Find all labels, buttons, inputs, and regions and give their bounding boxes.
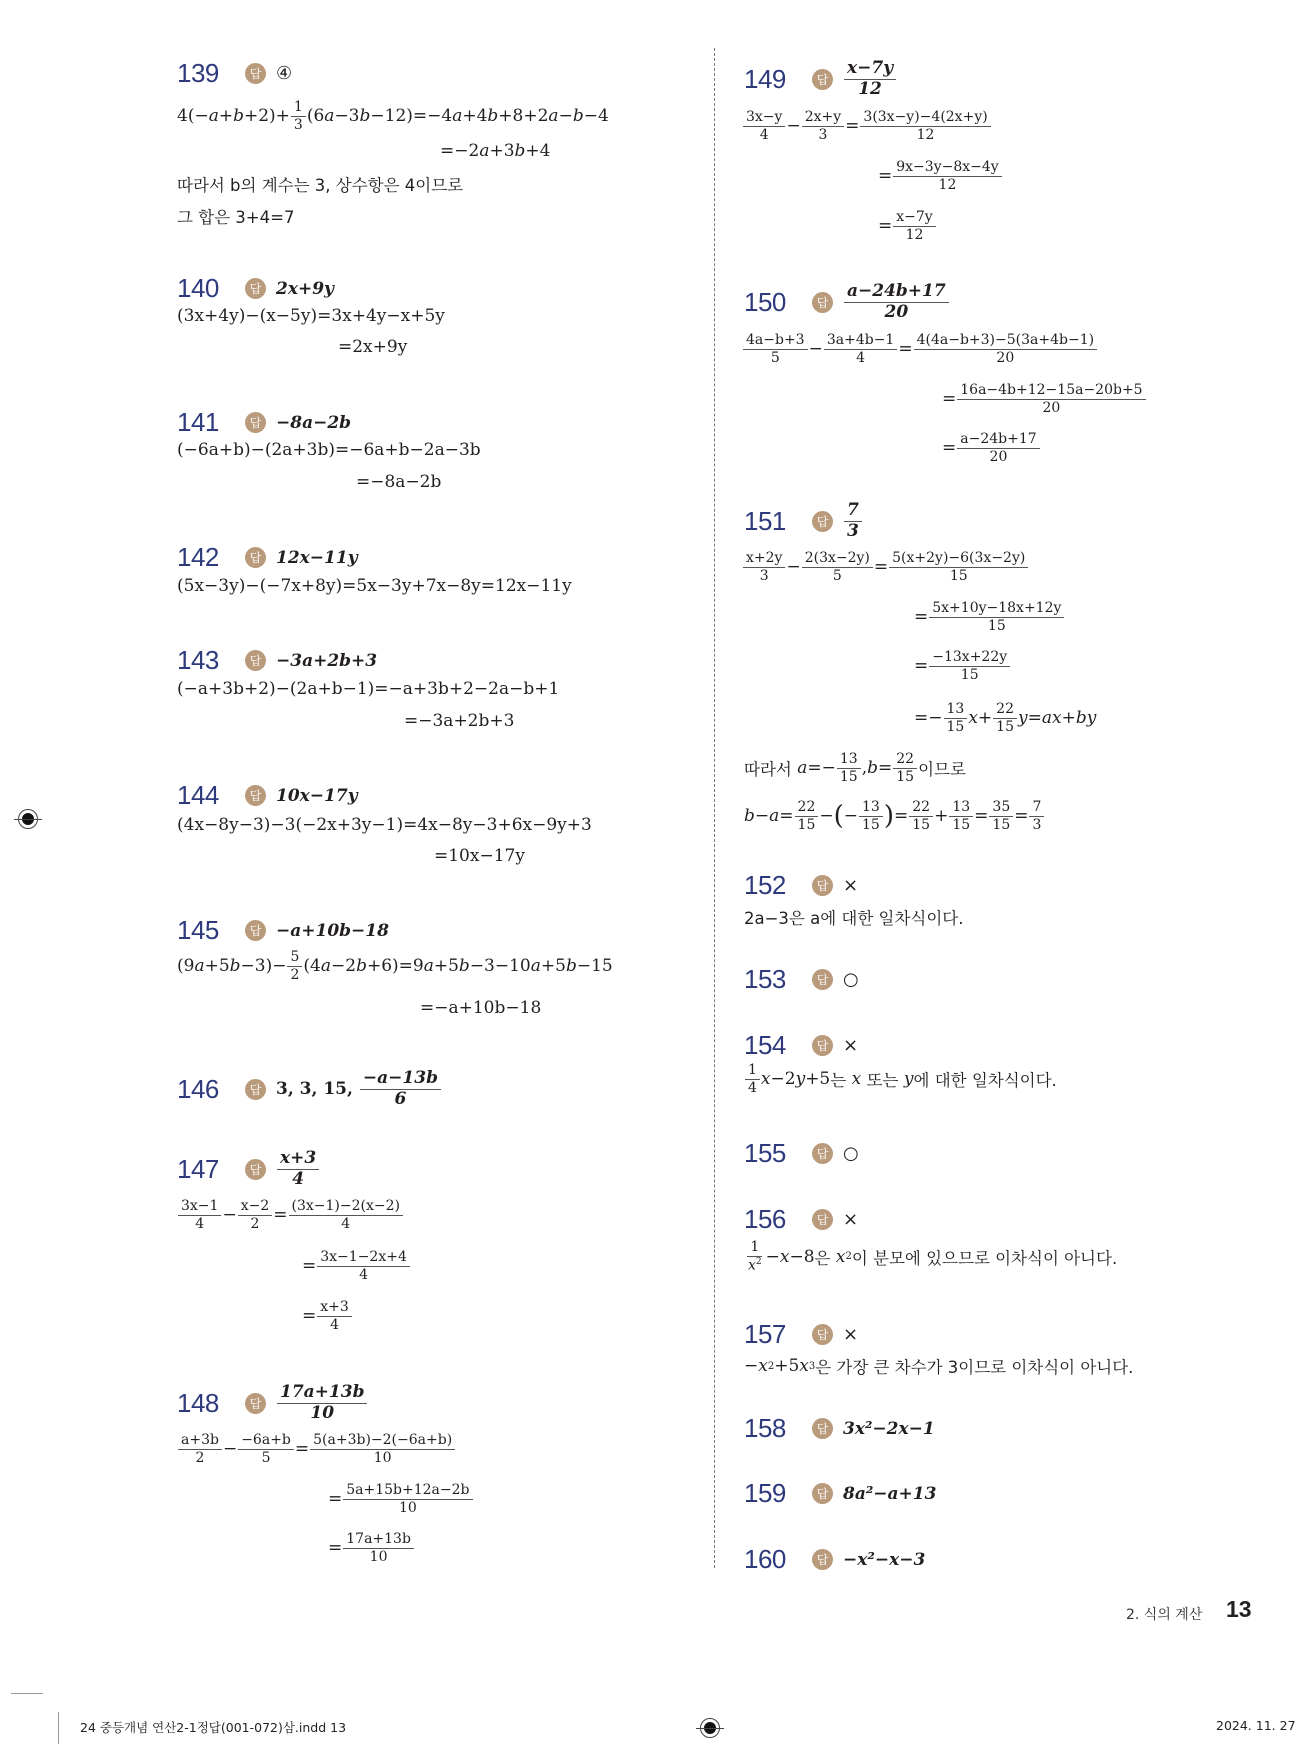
solution-line: 4(−a+b+2)+ $\frac{1}{3}$ (6a−3b−12)=−4a+4b+8+2a−b−4 xyxy=(177,99,609,133)
crop-mark xyxy=(58,1712,59,1744)
solution-line: (5x−3y)−(−7x+8y)=5x−3y+7x−8y=12x−11y xyxy=(177,576,572,596)
solution-line: (−6a+b)−(2a+3b)=−6a+b−2a−3b xyxy=(177,440,481,460)
problem-number: 153 xyxy=(744,964,786,994)
solution-line: 2a−3은 a에 대한 일차식이다. xyxy=(744,909,964,928)
answer-badge-icon: 답 xyxy=(812,1483,833,1504)
solution-line: $\frac{x+2y}{3}$ − $\frac{2(3x-2y)}{5}$ = $\frac{5(x+2y)-6(3x-2y)}{15}$ xyxy=(742,551,1029,583)
solution-line: 따라서 b의 계수는 3, 상수항은 4이므로 xyxy=(177,176,464,195)
solution-line: =− $\frac{13}{15}$ x + $\frac{22}{15}$ y = ax + by xyxy=(914,701,1097,735)
problem-number: 154 xyxy=(744,1030,786,1060)
solution-line: $\frac{3x-y}{4}$ − $\frac{2x+y}{3}$ = $\frac{3(3x-y)-4(2x+y)}{12}$ xyxy=(742,110,992,142)
problem-144-header xyxy=(177,780,358,811)
problem-number: 158 xyxy=(744,1413,786,1443)
answer: ④ xyxy=(276,63,293,84)
answer-badge-icon: 답 xyxy=(245,1159,266,1180)
solution-line: =−2 a +3 b +4 xyxy=(440,141,551,161)
answer-badge-icon: 답 xyxy=(245,920,266,941)
answer: 3x²−2x−1 xyxy=(843,1418,935,1439)
solution-line: $\frac{1}{x^2}$ − x −8 은 x 2 이 분모에 있으므로 이차식이 아니다. xyxy=(748,1239,1118,1274)
solution-line: b − a = $\frac{22}{15}$ − ( − $\frac{13}{15}$ ) = $\frac{22}{15}$ + $\frac{13}{15}$ = $\frac{35}{15}$ = $\frac{7}{3}$ xyxy=(744,800,1045,832)
solution-line: = $\frac{5a+15b+12a-2b}{10}$ xyxy=(328,1483,474,1515)
problem-146-header xyxy=(177,1070,442,1109)
problem-139-header xyxy=(177,58,292,89)
answer-badge-icon: 답 xyxy=(812,1418,833,1439)
correct-mark-icon: ○ xyxy=(843,1143,859,1164)
solution-line: = $\frac{9x-3y-8x-4y}{12}$ xyxy=(878,160,1003,192)
answer-badge-icon: 답 xyxy=(812,69,833,90)
answer-badge-icon: 답 xyxy=(812,969,833,990)
problem-156-header xyxy=(744,1204,858,1235)
answer-badge-icon: 답 xyxy=(812,1549,833,1570)
answer: −a+10b−18 xyxy=(276,920,389,941)
problem-number: 148 xyxy=(177,1387,219,1418)
solution-line: = $\frac{5x+10y-18x+12y}{15}$ xyxy=(914,601,1065,633)
solution-line: =10x−17y xyxy=(434,846,525,866)
problem-143-header xyxy=(177,645,377,676)
problem-148-header xyxy=(177,1384,368,1423)
print-slug: 24 중등개념 연산2-1정답(001-072)삼.indd 13 xyxy=(80,1720,347,1735)
solution-line: (9a+5b−3)− $\frac{5}{2}$ (4a−2b+6)=9a+5b−3−10a+5b−15 xyxy=(177,949,613,983)
problem-number: 156 xyxy=(744,1204,786,1234)
problem-154-header xyxy=(744,1030,858,1061)
answer: $\frac{a-24b+17}{20}$ xyxy=(843,283,950,322)
solution-line: − x 2 +5 x 3 은 가장 큰 차수가 3이므로 이차식이 아니다. xyxy=(744,1356,1134,1377)
problem-141-header xyxy=(177,407,351,438)
problem-142-header xyxy=(177,542,358,573)
wrong-mark-icon: × xyxy=(843,1035,859,1056)
answer-badge-icon: 답 xyxy=(245,650,266,671)
answer: 2x+9y xyxy=(276,278,334,299)
problem-158-header xyxy=(744,1413,935,1444)
registration-mark-icon xyxy=(700,1718,720,1738)
solution-line: =−a+10b−18 xyxy=(420,998,542,1018)
answer-badge-icon: 답 xyxy=(245,63,266,84)
solution-line: (4x−8y−3)−3(−2x+3y−1)=4x−8y−3+6x−9y+3 xyxy=(177,815,592,835)
page-number: 13 xyxy=(1226,1596,1252,1622)
solution-line: $\frac{1}{4}$ x −2 y +5 는 x 또는 y 에 대한 일차식이다. xyxy=(744,1063,1057,1095)
answer-badge-icon: 답 xyxy=(812,1035,833,1056)
problem-number: 149 xyxy=(744,63,786,94)
answer-badge-icon: 답 xyxy=(812,1143,833,1164)
problem-number: 141 xyxy=(177,407,219,437)
answer-badge-icon: 답 xyxy=(245,547,266,568)
problem-number: 142 xyxy=(177,542,219,572)
solution-line: = $\frac{3x-1-2x+4}{4}$ xyxy=(302,1250,411,1282)
answer-badge-icon: 답 xyxy=(812,292,833,313)
solution-line: (3x+4y)−(x−5y)=3x+4y−x+5y xyxy=(177,306,445,326)
crop-mark xyxy=(11,1693,43,1694)
problem-155-header xyxy=(744,1138,859,1169)
problem-145-header xyxy=(177,915,389,946)
problem-151-header xyxy=(744,502,863,541)
solution-line: $\frac{3x-1}{4}$ − $\frac{x-2}{2}$ = $\frac{(3x-1)-2(x-2)}{4}$ xyxy=(177,1199,404,1231)
answer: $\frac{7}{3}$ xyxy=(843,502,863,541)
problem-number: 143 xyxy=(177,645,219,675)
problem-159-header xyxy=(744,1478,936,1509)
problem-number: 159 xyxy=(744,1478,786,1508)
correct-mark-icon: ○ xyxy=(843,969,859,990)
problem-number: 160 xyxy=(744,1544,786,1574)
answer: −8a−2b xyxy=(276,412,352,433)
answer: 3, 3, 15, $\frac{-a-13b}{6}$ xyxy=(276,1070,442,1109)
problem-153-header xyxy=(744,964,859,995)
answer-badge-icon: 답 xyxy=(245,785,266,806)
solution-line: (−a+3b+2)−(2a+b−1)=−a+3b+2−2a−b+1 xyxy=(177,679,560,699)
problem-number: 150 xyxy=(744,286,786,317)
solution-line: = $\frac{-13x+22y}{15}$ xyxy=(914,650,1011,682)
solution-line: 따라서 a =− $\frac{13}{15}$ , b = $\frac{22}{15}$ 이므로 xyxy=(744,751,966,785)
solution-line: $\frac{4a-b+3}{5}$ − $\frac{3a+4b-1}{4}$ = $\frac{4(4a-b+3)-5(3a+4b-1)}{20}$ xyxy=(742,333,1098,365)
solution-line: = $\frac{a-24b+17}{20}$ xyxy=(942,432,1041,464)
solution-line: = $\frac{x+3}{4}$ xyxy=(302,1300,353,1332)
problem-157-header xyxy=(744,1319,858,1350)
solution-line: =−3a+2b+3 xyxy=(404,711,515,731)
solution-line: =−8a−2b xyxy=(356,472,442,492)
problem-number: 152 xyxy=(744,870,786,900)
problem-147-header xyxy=(177,1150,320,1189)
problem-number: 145 xyxy=(177,915,219,945)
problem-number: 139 xyxy=(177,58,219,88)
problem-152-header xyxy=(744,870,858,901)
column-divider xyxy=(714,48,715,1568)
registration-mark-icon xyxy=(18,809,38,829)
answer: −x²−x−3 xyxy=(843,1549,926,1570)
problem-149-header xyxy=(744,60,897,99)
answer-badge-icon: 답 xyxy=(245,412,266,433)
problem-number: 157 xyxy=(744,1319,786,1349)
answer-badge-icon: 답 xyxy=(812,1324,833,1345)
section-label: 2. 식의 계산 xyxy=(1126,1607,1203,1623)
answer: $\frac{17a+13b}{10}$ xyxy=(276,1384,368,1423)
wrong-mark-icon: × xyxy=(843,1324,859,1345)
problem-number: 147 xyxy=(177,1153,219,1184)
answer-badge-icon: 답 xyxy=(245,1079,266,1100)
answer: −3a+2b+3 xyxy=(276,650,378,671)
solution-line: $\frac{a+3b}{2}$ − $\frac{-6a+b}{5}$ = $\frac{5(a+3b)-2(-6a+b)}{10}$ xyxy=(177,1433,456,1465)
answer: 8a²−a+13 xyxy=(843,1483,937,1504)
answer: 12x−11y xyxy=(276,547,358,568)
answer-badge-icon: 답 xyxy=(245,278,266,299)
solution-line: = $\frac{17a+13b}{10}$ xyxy=(328,1532,415,1564)
print-date: 2024. 11. 27 xyxy=(1216,1718,1296,1733)
answer-badge-icon: 답 xyxy=(812,1209,833,1230)
wrong-mark-icon: × xyxy=(843,875,859,896)
problem-number: 144 xyxy=(177,780,219,810)
problem-150-header xyxy=(744,283,950,322)
answer: $\frac{x-7y}{12}$ xyxy=(843,60,897,99)
problem-number: 155 xyxy=(744,1138,786,1168)
problem-number: 146 xyxy=(177,1073,219,1104)
answer: 10x−17y xyxy=(276,785,358,806)
wrong-mark-icon: × xyxy=(843,1209,859,1230)
solution-line: = $\frac{16a-4b+12-15a-20b+5}{20}$ xyxy=(942,383,1147,415)
problem-number: 151 xyxy=(744,505,786,536)
answer-badge-icon: 답 xyxy=(812,875,833,896)
answer-badge-icon: 답 xyxy=(812,511,833,532)
problem-number: 140 xyxy=(177,273,219,303)
solution-line: =2x+9y xyxy=(338,337,408,357)
answer-badge-icon: 답 xyxy=(245,1393,266,1414)
solution-line: 그 합은 3+4=7 xyxy=(177,208,295,227)
problem-140-header xyxy=(177,273,334,304)
solution-line: = $\frac{x-7y}{12}$ xyxy=(878,210,937,242)
problem-160-header xyxy=(744,1544,925,1575)
answer: $\frac{x+3}{4}$ xyxy=(276,1150,320,1189)
